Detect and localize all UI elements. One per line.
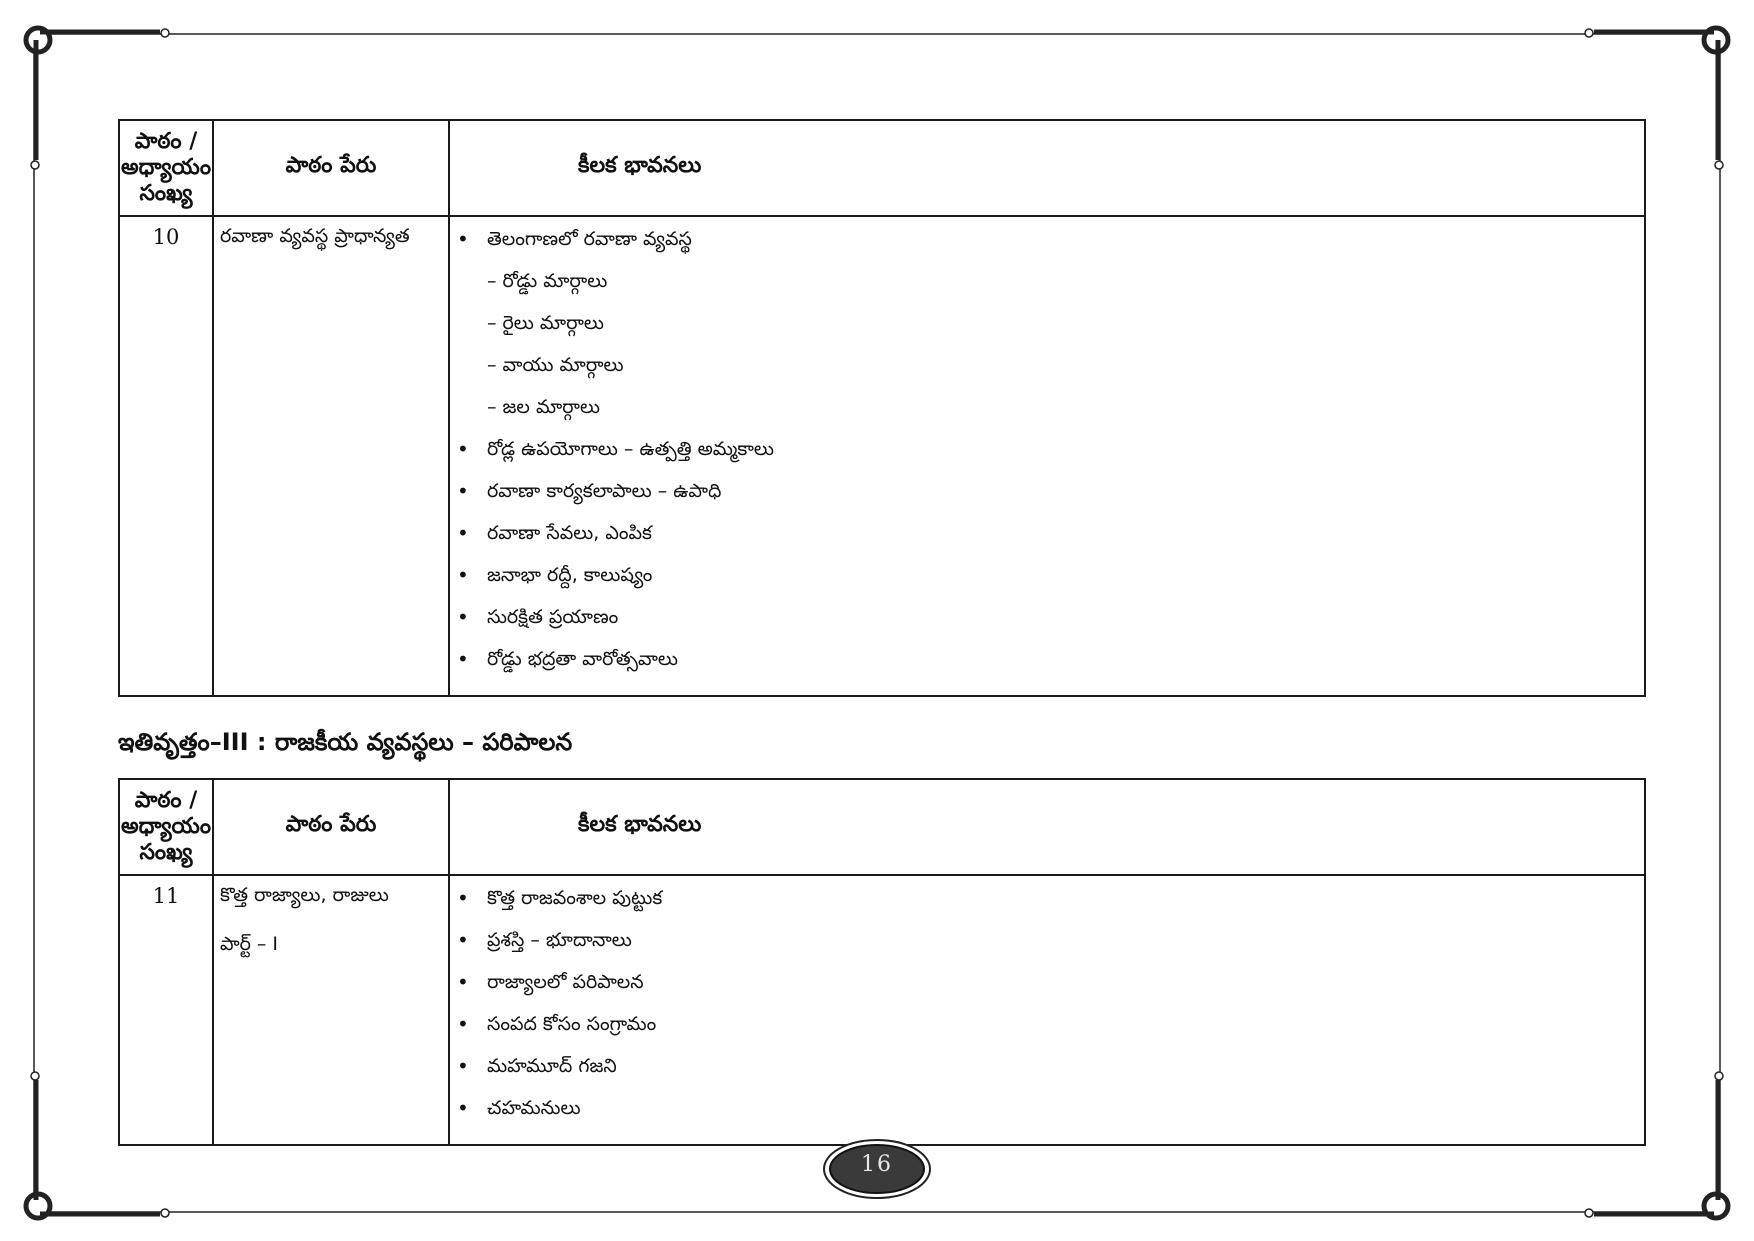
list-item: – జల మార్గాలు [487, 396, 600, 418]
list-item: • మహమూద్ గజని [451, 1049, 1643, 1091]
header-key-concepts: కీలక భావనలు [449, 120, 1645, 216]
lesson-number: 11 [119, 875, 213, 1145]
key-concepts-cell [449, 216, 1645, 696]
list-item: • తెలంగాణలో రవాణా వ్యవస్థ [451, 222, 1643, 264]
header-lesson-name: పాఠం పేరు [213, 779, 449, 875]
table-row [119, 875, 1645, 1145]
header-lesson-number: పాఠం / అధ్యాయం సంఖ్య [119, 120, 213, 216]
list-item: • సురక్షిత ప్రయాణం [451, 600, 1643, 642]
syllabus-table-1 [118, 119, 1646, 697]
list-item: • రోడ్ల ఉపయోగాలు – ఉత్పత్తి అమ్మకాలు [451, 432, 1643, 474]
list-item: – రైలు మార్గాలు [487, 312, 604, 334]
key-concepts-cell [449, 875, 1645, 1145]
list-item: • రవాణా కార్యకలాపాలు – ఉపాధి [451, 474, 1643, 516]
list-item: • చహమనులు [451, 1091, 1643, 1133]
list-item: • రాజ్యాలలో పరిపాలన [451, 965, 1643, 1007]
key-concepts-list [451, 877, 1643, 1143]
table-row [119, 216, 1645, 696]
list-item: – వాయు మార్గాలు [487, 354, 624, 376]
header-lesson-name: పాఠం పేరు [213, 120, 449, 216]
page-number: 16 [861, 1152, 893, 1177]
lesson-number: 10 [119, 216, 213, 696]
table-header-row [119, 779, 1645, 875]
section-title: ఇతివృత్తం–III : రాజకీయ వ్యవస్థలు – పరిపాలన [118, 728, 573, 756]
table-header-row [119, 120, 1645, 216]
lesson-part: పార్ట్ – I [220, 933, 279, 955]
lesson-name-text: రవాణా వ్యవస్థ ప్రాధాన్యత [220, 225, 410, 247]
lesson-name [213, 216, 449, 696]
lesson-name [213, 875, 449, 1145]
list-item: • సంపద కోసం సంగ్రామం [451, 1007, 1643, 1049]
list-item: • కొత్త రాజవంశాల పుట్టుక [451, 881, 1643, 923]
list-item: • రోడ్డు భద్రతా వారోత్సవాలు [451, 642, 1643, 684]
list-item: – రోడ్డు మార్గాలు [487, 270, 608, 292]
syllabus-table-2 [118, 778, 1646, 1146]
header-lesson-number: పాఠం / అధ్యాయం సంఖ్య [119, 779, 213, 875]
lesson-name-text: కొత్త రాజ్యాలు, రాజులు [220, 884, 389, 906]
list-item: • ప్రశస్తి – భూదానాలు [451, 923, 1643, 965]
key-concepts-list [451, 218, 1643, 694]
list-item: • రవాణా సేవలు, ఎంపిక [451, 516, 1643, 558]
list-item: • జనాభా రద్దీ, కాలుష్యం [451, 558, 1643, 600]
header-key-concepts: కీలక భావనలు [449, 779, 1645, 875]
